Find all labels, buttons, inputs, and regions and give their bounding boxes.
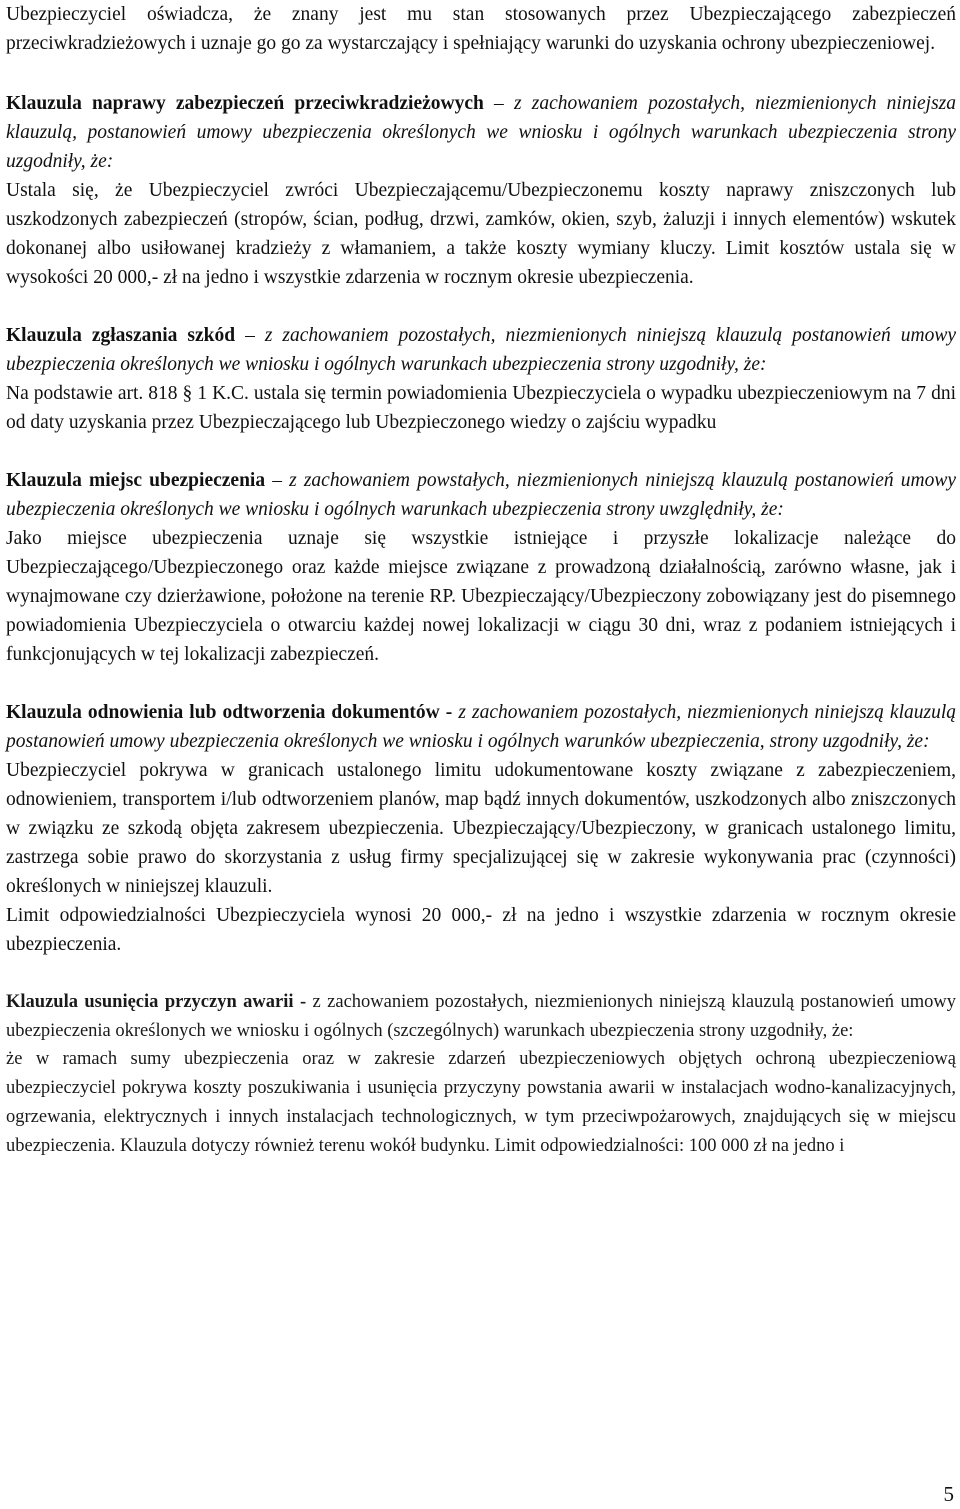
page-number: 5 (943, 1482, 954, 1506)
clause-body: Ustala się, że Ubezpieczyciel zwróci Ubezpieczającemu/Ubezpieczonemu koszty naprawy zniszczonych lub uszkodzonych zabezpieczeń (stropów, ścian, podług, drzwi, zamków, okien, szyb, żaluzji i innych elementów) wskutek dokonanej albo usiłowanej kradzieży z włamaniem, a także koszty wymiany kluczy. Limit kosztów ustala się w wysokości 20 000,- zł na jedno i wszystkie zdarzenia w rocznym okresie ubezpieczenia. (6, 180, 956, 288)
clause-text (6, 321, 956, 379)
clause-intro: z zachowaniem pozostałych, niezmienionych niniejszą klauzulą postanowień umowy ubezpieczenia określonych we wniosku i ogólnych (szczególnych) warunkach ubezpieczenia strony uzgodniły, że: (6, 992, 956, 1041)
clause-repair-security (6, 89, 956, 292)
opening-paragraph: Ubezpieczyciel oświadcza, że znany jest mu stan stosowanych przez Ubezpieczającego zabezpieczeń przeciwkradzieżowych i uznaje go go za wystarczający i spełniający warunki do uzyskania ochrony ubezpieczeniowej. (6, 4, 956, 54)
clause-limit: Limit odpowiedzialności Ubezpieczyciela wynosi 20 000,- zł na jedno i wszystkie zdarzenia w rocznym okresie ubezpieczenia. (6, 905, 956, 955)
spacer (6, 669, 956, 698)
clause-document-restoration (6, 698, 956, 959)
document-page (6, 0, 956, 1160)
spacer (6, 292, 956, 321)
clause-failure-causes (6, 988, 956, 1160)
clause-intro: – z zachowaniem pozostałych, niezmienionych niniejszą klauzulą postanowień umowy ubezpieczenia określonych we wniosku i ogólnych warunkach ubezpieczenia strony uzgodniły, że: (6, 325, 956, 375)
clause-intro: z zachowaniem pozostałych, niezmienionych niniejszą klauzulą postanowień umowy ubezpieczenia określonych we wniosku i ogólnych warunków ubezpieczenia, strony uzgodniły, że: (6, 702, 957, 752)
clause-insurance-locations (6, 466, 956, 669)
clause-text (6, 89, 956, 176)
spacer (6, 437, 956, 466)
clause-heading: Klauzula naprawy zabezpieczeń przeciwkradzieżowych (6, 93, 484, 114)
clause-text (6, 988, 956, 1045)
clause-heading: Klauzula usunięcia przyczyn awarii - (6, 992, 307, 1012)
clause-intro: – z zachowaniem pozostałych, niezmienionych niniejsza klauzulą, postanowień umowy ubezpieczenia określonych we wniosku i ogólnych warunkach ubezpieczenia strony uzgodniły, że: (6, 93, 956, 172)
clause-body: Ubezpieczyciel pokrywa w granicach ustalonego limitu udokumentowane koszty związane z zabezpieczeniem, odnowieniem, transportem i/lub odtworzeniem planów, map bądź innych dokumentów, uszkodzonych albo zniszczonych w związku ze szkodą objęta zakresem ubezpieczenia. Ubezpieczający/Ubezpieczony, w granicach ustalonego limitu, zastrzega sobie prawo do skorzystania z usług firmy specjalizującej się w zakresie wykonywania prac (czynności) określonych w niniejszej klauzuli. (6, 760, 956, 897)
clause-text (6, 698, 956, 756)
clause-heading: Klauzula miejsc ubezpieczenia (6, 470, 266, 491)
clause-damage-reporting (6, 321, 956, 437)
clause-heading: Klauzula odnowienia lub odtworzenia dokumentów - (6, 702, 453, 723)
clause-text (6, 466, 956, 524)
spacer (6, 58, 956, 89)
clause-body: Jako miejsce ubezpieczenia uznaje się wszystkie istniejące i przyszłe lokalizacje należące do Ubezpieczającego/Ubezpieczonego oraz każde miejsce związane z prowadzoną działalnością, zarówno własne, jak i wynajmowane czy dzierżawione, położone na terenie RP. Ubezpieczający/Ubezpieczony zobowiązany jest do pisemnego powiadomienia Ubezpieczyciela o otwarciu każdej nowej lokalizacji w ciągu 30 dni, wraz z podaniem istniejących i funkcjonujących w tej lokalizacji zabezpieczeń. (6, 528, 956, 665)
clause-body: Na podstawie art. 818 § 1 K.C. ustala się termin powiadomienia Ubezpieczyciela o wypadku ubezpieczeniowym na 7 dni od daty uzyskania przez Ubezpieczającego lub Ubezpieczonego wiedzy o zajściu wypadku (6, 383, 956, 433)
clause-body: że w ramach sumy ubezpieczenia oraz w zakresie zdarzeń ubezpieczeniowych objętych ochroną ubezpieczeniową ubezpieczyciel pokrywa koszty poszukiwania i usunięcia przyczyny powstania awarii w instalacjach wodno-kanalizacyjnych, ogrzewania, elektrycznych i innych instalacjach technologicznych, w tym przeciwpożarowych, znajdujących się w miejscu ubezpieczenia. Klauzula dotyczy również terenu wokół budynku. Limit odpowiedzialności: 100 000 zł na jedno i (6, 1049, 956, 1156)
spacer (6, 959, 956, 988)
clause-heading: Klauzula zgłaszania szkód (6, 325, 236, 346)
clause-intro: – z zachowaniem powstałych, niezmienionych niniejszą klauzulą postanowień umowy ubezpieczenia określonych we wniosku i ogólnych warunkach ubezpieczenia strony uwzględniły, że: (6, 470, 956, 520)
